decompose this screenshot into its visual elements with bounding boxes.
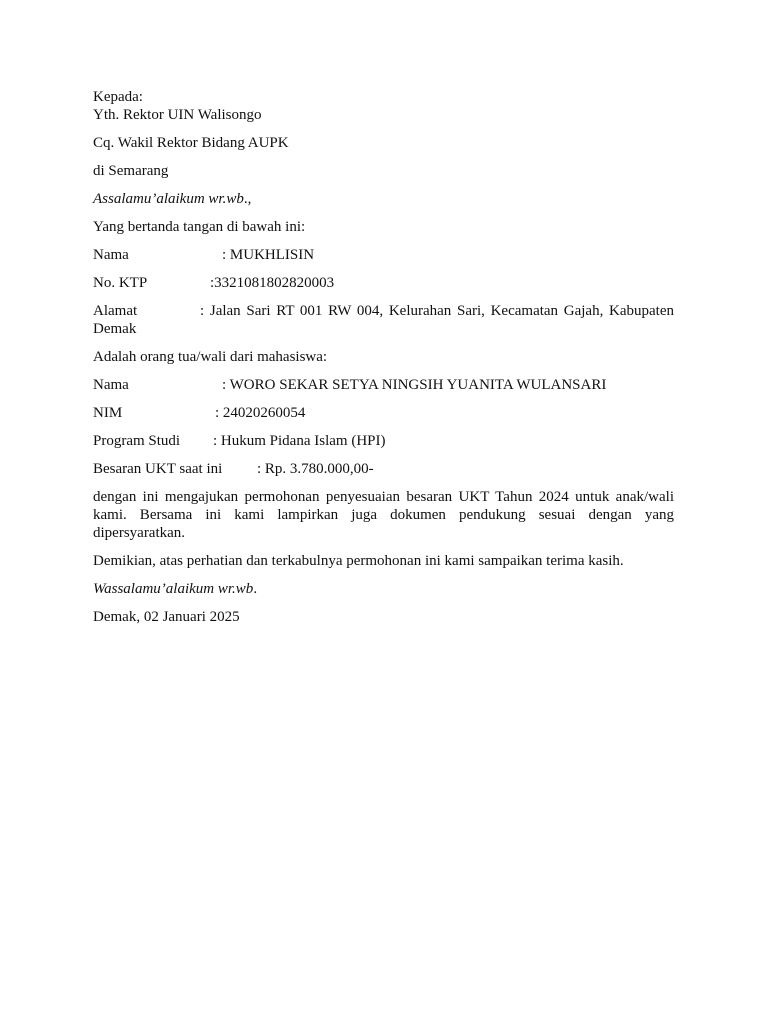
intro-line: Yang bertanda tangan di bawah ini: [93,219,306,235]
closing-greeting-italic: Wassalamu’alaikum wr.wb [93,581,254,597]
student-program-label: Program Studi [93,433,181,449]
location-line: di Semarang [93,163,169,179]
opening-greeting [93,190,674,208]
student-ukt-label: Besaran UKT saat ini [93,461,223,477]
letter-body [93,88,674,626]
via-line: Cq. Wakil Rektor Bidang AUPK [93,135,289,151]
student-nim-label: NIM [93,405,123,421]
student-name-row [93,376,674,394]
closing-greeting [93,580,674,598]
student-name-value: : WORO SEKAR SETYA NINGSIH YUANITA WULANSARI [222,377,607,393]
student-nim-value: : 24020260054 [215,405,306,421]
parent-ktp-label: No. KTP [93,275,148,291]
student-nim-row [93,404,674,422]
parent-name-label: Nama [93,247,129,263]
parent-address-label: Alamat [93,303,138,319]
parent-ktp-row [93,274,674,292]
parent-name-row [93,246,674,264]
closing-text: Demikian, atas perhatian dan terkabulnya permohonan ini kami sampaikan terima kasih. [93,553,624,569]
closing-greeting-tail: . [253,581,258,597]
opening-greeting-italic: Assalamu’alaikum wr.wb [93,191,244,207]
parent-name-value: : MUKHLISIN [222,247,315,263]
parent-address-row [93,302,674,338]
parent-address-value: : Jalan Sari RT 001 RW 004, Kelurahan Sari, Kecamatan Gajah, Kabupaten Demak [93,303,674,337]
student-ukt-row [93,460,674,478]
parent-ktp-value: :3321081802820003 [210,275,335,291]
relation-line: Adalah orang tua/wali dari mahasiswa: [93,349,328,365]
place-date: Demak, 02 Januari 2025 [93,609,240,625]
student-program-value: : Hukum Pidana Islam (HPI) [213,433,386,449]
to-heading: Kepada: [93,89,143,105]
student-name-label: Nama [93,377,129,393]
request-paragraph: dengan ini mengajukan permohonan penyesuaian besaran UKT Tahun 2024 untuk anak/wali kami. Bersama ini kami lampirkan juga dokumen pendukung sesuai dengan yang dipersyaratkan. [93,489,674,541]
opening-greeting-tail: ., [243,191,252,207]
recipient: Yth. Rektor UIN Walisongo [93,107,262,123]
student-ukt-value: : Rp. 3.780.000,00- [257,461,374,477]
student-program-row [93,432,674,450]
